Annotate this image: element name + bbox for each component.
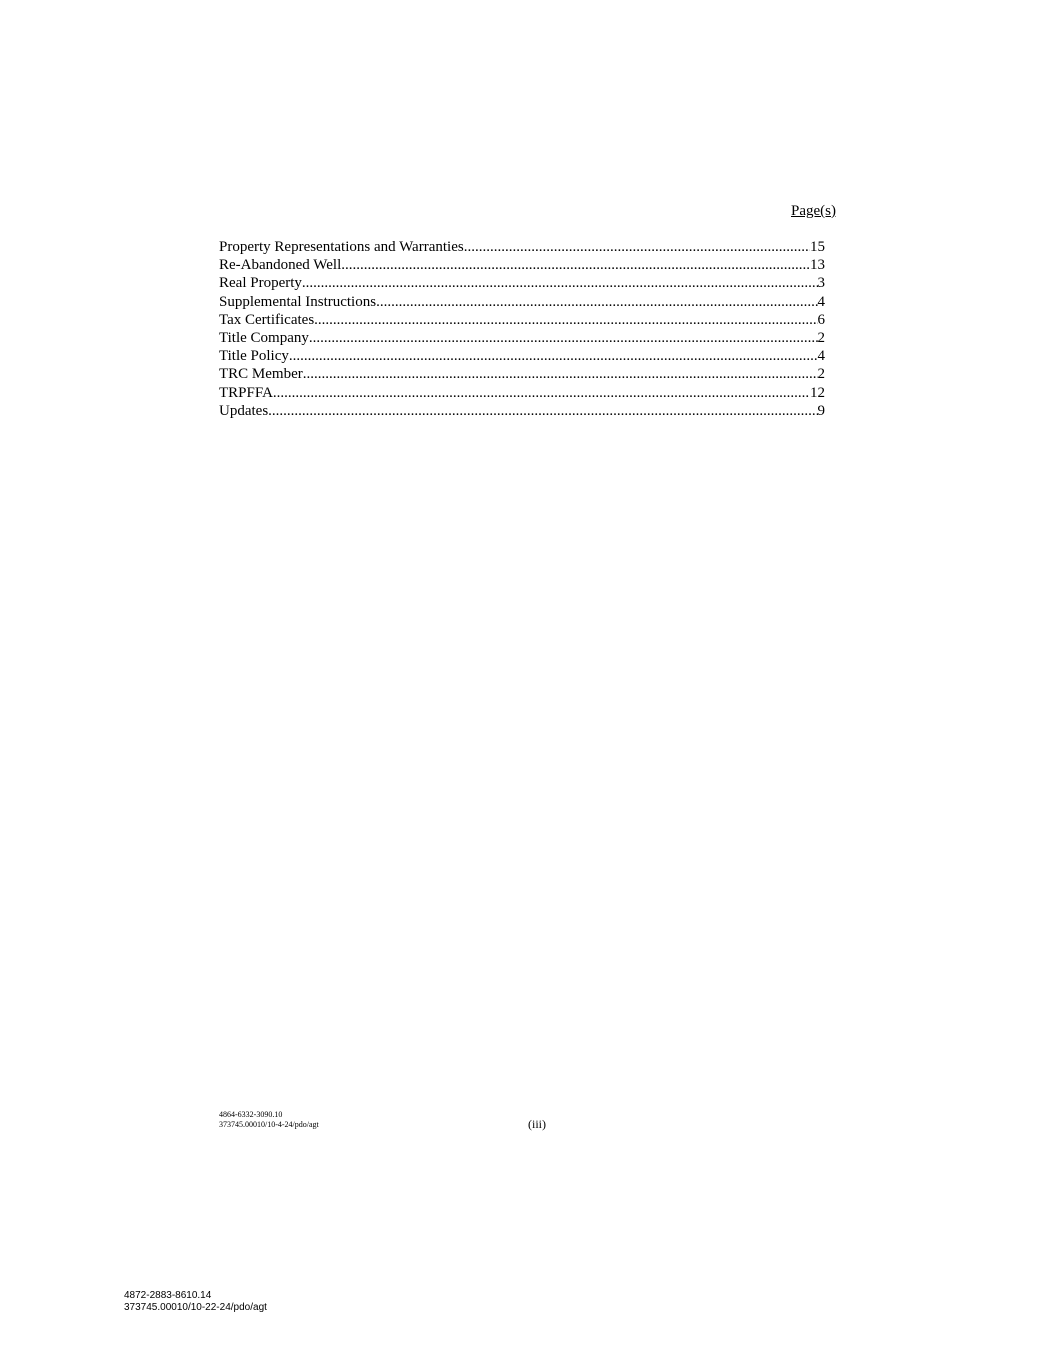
- index-page: 2: [817, 366, 825, 383]
- index-term: Title Company: [219, 329, 309, 346]
- outer-document-id-block: [124, 1290, 267, 1314]
- index-page: 3: [817, 275, 825, 292]
- outer-document-reference: 373745.00010/10-22-24/pdo/agt: [124, 1302, 267, 1313]
- index-term: Real Property: [219, 275, 302, 292]
- dot-leader: [289, 347, 818, 365]
- document-reference: 373745.00010/10-4-24/pdo/agt: [219, 1120, 319, 1129]
- index-term: Supplemental Instructions: [219, 293, 377, 310]
- index-term: Tax Certificates: [219, 311, 315, 328]
- index-page: 9: [817, 402, 825, 419]
- dot-leader: [302, 274, 818, 292]
- dot-leader: [268, 402, 817, 420]
- index-entry: [219, 311, 825, 329]
- index-entry: [219, 329, 825, 347]
- index-entry: [219, 274, 825, 292]
- dot-leader: [464, 238, 810, 256]
- index-list: [219, 238, 825, 420]
- index-term: TRC Member: [219, 366, 303, 383]
- index-term: Title Policy: [219, 348, 289, 365]
- index-page: 15: [810, 239, 825, 255]
- index-page: 6: [817, 311, 825, 328]
- index-entry: [219, 365, 825, 383]
- index-term: Updates: [219, 402, 269, 419]
- dot-leader: [341, 256, 810, 274]
- dot-leader: [376, 293, 817, 311]
- pages-label: Page(s): [791, 203, 836, 219]
- index-page: 12: [810, 384, 825, 401]
- index-entry: [219, 384, 825, 402]
- index-term: Re-Abandoned Well: [219, 257, 342, 274]
- index-entry: [219, 347, 825, 365]
- document-number: 4864-6332-3090.10: [219, 1110, 283, 1119]
- dot-leader: [314, 311, 817, 329]
- index-page: 13: [810, 257, 825, 274]
- page-number: (iii): [528, 1117, 546, 1131]
- index-term: TRPFFA: [219, 384, 273, 401]
- index-entry: [219, 293, 825, 311]
- document-id-block: [219, 1110, 319, 1130]
- dot-leader: [309, 329, 818, 347]
- index-entry: [219, 256, 825, 274]
- index-entry: [219, 402, 825, 420]
- outer-document-number: 4872-2883-8610.14: [124, 1290, 212, 1301]
- index-page: 4: [817, 348, 825, 365]
- dot-leader: [303, 365, 818, 383]
- index-term: Property Representations and Warranties: [219, 239, 464, 255]
- index-page: 4: [817, 293, 825, 310]
- index-page: 2: [817, 329, 825, 346]
- pages-column-header: [220, 203, 836, 220]
- dot-leader: [273, 384, 810, 402]
- index-entry: [219, 238, 825, 256]
